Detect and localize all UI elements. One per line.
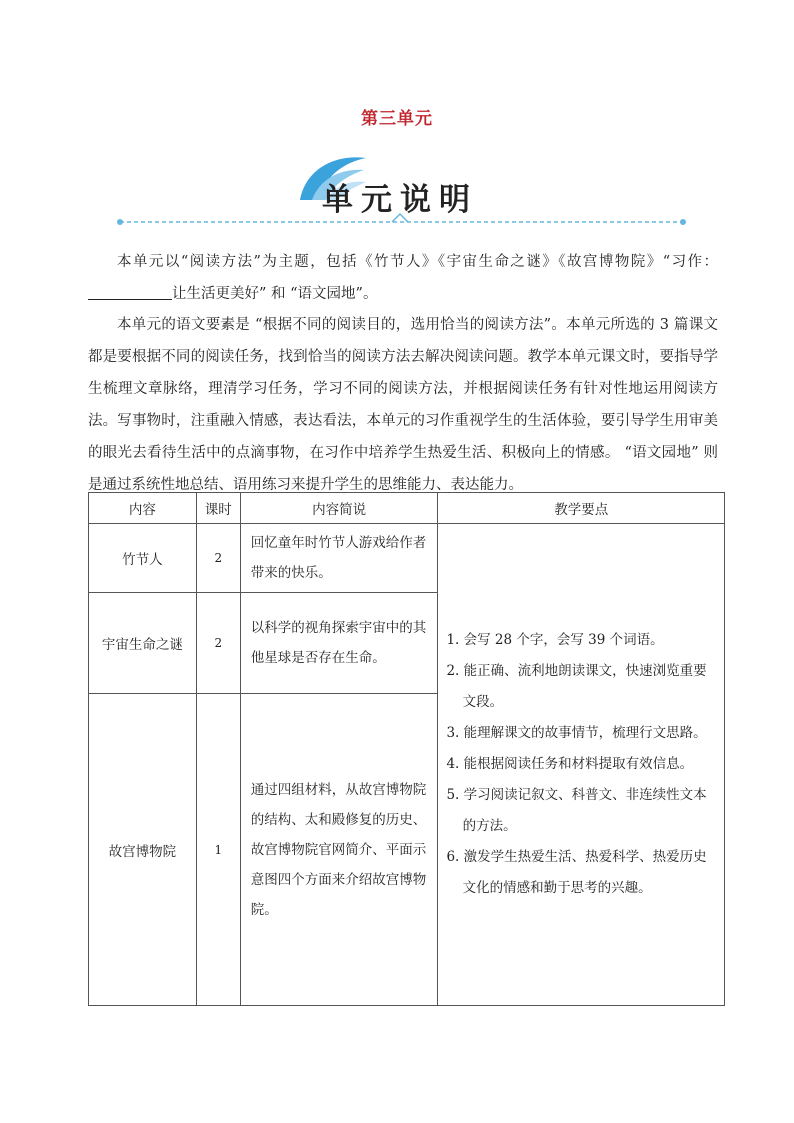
row-hours: 2 [196, 524, 240, 593]
intro-paragraph [88, 246, 718, 310]
row-summary: 回忆童年时竹节人游戏给作者带来的快乐。 [240, 524, 438, 593]
teaching-point: 1. 会写 28 个字，会写 39 个词语。 [446, 632, 664, 648]
row-hours: 2 [196, 593, 240, 694]
table-header-row [89, 493, 725, 524]
row-name: 故宫博物院 [89, 694, 197, 1006]
row-summary: 通过四组材料，从故宫博物院的结构、太和殿修复的历史、故宫博物院官网简介、平面示意图四个方面来介绍故宫博物院。 [240, 694, 438, 1006]
header-hours: 课时 [196, 493, 240, 524]
row-summary: 以科学的视角探索宇宙中的其他星球是否存在生命。 [240, 593, 438, 694]
table-row [89, 524, 725, 593]
teaching-point: 5. 学习阅读记叙文、科普文、非连续性文本的方法。 [446, 787, 707, 834]
intro-text: 本单元以“阅读方法”为主题，包括《竹节人》《宇宙生命之谜》《故宫博物院》“习作： [117, 254, 718, 270]
banner-title: 单元说明 [322, 182, 478, 218]
row-hours: 1 [196, 694, 240, 1006]
header-content: 内容 [89, 493, 197, 524]
row-name: 宇宙生命之谜 [89, 593, 197, 694]
teaching-point: 2. 能正确、流利地朗读课文，快速浏览重要文段。 [446, 663, 707, 710]
teaching-point: 4. 能根据阅读任务和材料提取有效信息。 [446, 756, 694, 772]
intro-text-end: 让生活更美好” 和 “语文园地”。 [172, 286, 378, 302]
teaching-point: 6. 激发学生热爱生活、热爱科学、热爱历史文化的情感和勤于思考的兴趣。 [446, 849, 707, 896]
teaching-points-cell [438, 524, 725, 1006]
elements-paragraph: 本单元的语文要素是 “根据不同的阅读目的，选用恰当的阅读方法”。本单元所选的 3 篇课文都是要根据不同的阅读任务，找到恰当的阅读方法去解决阅读问题。教学本单元课文时，要指导学生梳理文章脉络，理清学习任务，学习不同的阅读方法，并根据阅读任务有针对性地运用阅读方法。写事物时，注重融入情感，表达看法，本单元的习作重视学生的生活体验，要引导学生用审美的眼光去看待生活中的点滴事物，在习作中培养学生热爱生活、积极向上的情感。 “语文园地” 则是通过系统性地总结、语用练习来提升学生的思维能力、表达能力。 [88, 317, 718, 493]
teaching-point: 3. 能理解课文的故事情节，梳理行文思路。 [446, 725, 707, 741]
row-name: 竹节人 [89, 524, 197, 593]
header-points: 教学要点 [438, 493, 725, 524]
header-summary: 内容简说 [240, 493, 438, 524]
unit-title: 第三单元 [361, 109, 433, 129]
fill-blank [88, 281, 172, 300]
lesson-table [88, 492, 725, 1006]
